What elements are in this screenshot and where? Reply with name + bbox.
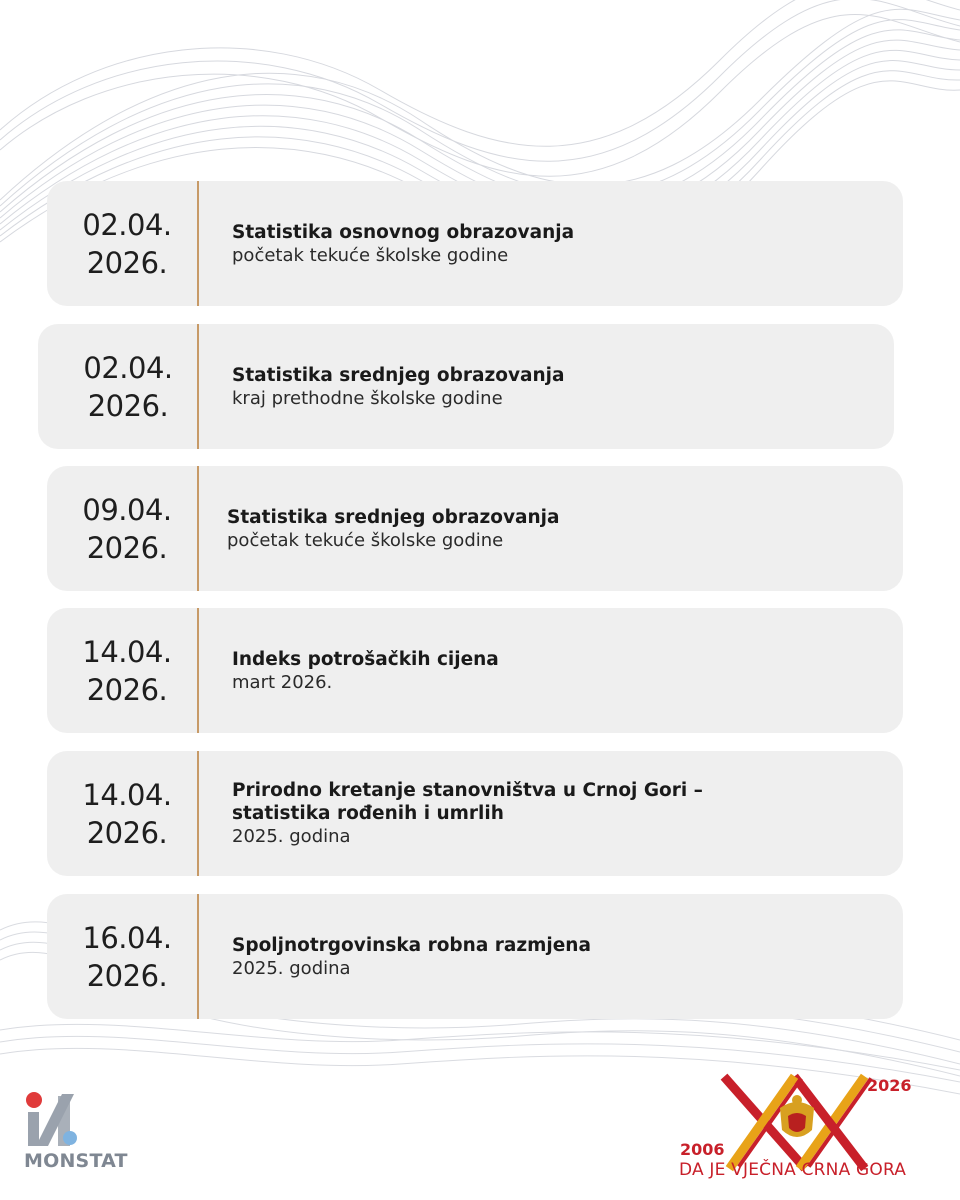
entry-divider xyxy=(197,751,199,876)
monstat-brand-text: MONSTAT xyxy=(24,1150,128,1172)
entry-date xyxy=(52,751,202,876)
entry-title: Prirodno kretanje stanovništva u Crnoj Gori – statistika rođenih i umrlih xyxy=(232,780,703,824)
entry-date-year: 2026. xyxy=(86,245,168,280)
entry-date-day: 14.04. xyxy=(82,777,172,812)
entry-subtitle: 2025. godina xyxy=(232,957,351,979)
calendar-entry xyxy=(47,608,903,733)
entry-date xyxy=(52,608,202,733)
entry-date-year: 2026. xyxy=(86,672,168,707)
entry-divider xyxy=(197,181,199,306)
entry-date xyxy=(52,894,202,1019)
entry-date xyxy=(52,181,202,306)
entry-subtitle: početak tekuće školske godine xyxy=(232,244,509,266)
entry-subtitle: mart 2026. xyxy=(232,671,333,693)
entry-info xyxy=(232,751,893,876)
entry-date-year: 2026. xyxy=(87,388,169,423)
entry-info xyxy=(232,324,884,449)
entry-date xyxy=(53,324,203,449)
entry-date-year: 2026. xyxy=(86,815,168,850)
entry-subtitle: početak tekuće školske godine xyxy=(227,529,504,551)
entry-title: Statistika osnovnog obrazovanja xyxy=(232,221,575,243)
entry-divider xyxy=(197,324,199,449)
entry-date-day: 16.04. xyxy=(82,920,172,955)
entry-title: Statistika srednjeg obrazovanja xyxy=(232,364,565,386)
entry-date-day: 02.04. xyxy=(83,350,173,385)
entry-title: Statistika srednjeg obrazovanja xyxy=(227,506,560,528)
entry-title: Indeks potrošačkih cijena xyxy=(232,648,499,670)
entry-subtitle: kraj prethodne školske godine xyxy=(232,387,503,409)
entry-date-year: 2026. xyxy=(86,958,168,993)
calendar-entry xyxy=(47,466,903,591)
entry-info xyxy=(232,181,893,306)
entry-info xyxy=(232,894,893,1019)
entry-divider xyxy=(197,608,199,733)
entry-divider xyxy=(197,894,199,1019)
anniversary-year-end: 2026 xyxy=(867,1076,912,1095)
entry-subtitle: 2025. godina xyxy=(232,826,351,847)
entry-date-day: 02.04. xyxy=(82,207,172,242)
entry-info xyxy=(227,466,893,591)
calendar-entry xyxy=(38,324,894,449)
entry-date xyxy=(52,466,202,591)
calendar-entry xyxy=(47,181,903,306)
entry-divider xyxy=(197,466,199,591)
entry-info xyxy=(232,608,893,733)
entry-date-day: 09.04. xyxy=(82,492,172,527)
anniversary-year-start: 2006 xyxy=(680,1140,725,1159)
entry-date-year: 2026. xyxy=(86,530,168,565)
entry-date-day: 14.04. xyxy=(82,634,172,669)
calendar-entry xyxy=(47,751,903,876)
anniversary-motto: DA JE VJEČNA CRNA GORA xyxy=(679,1160,907,1180)
entry-title: Spoljnotrgovinska robna razmjena xyxy=(232,934,591,956)
calendar-entry xyxy=(47,894,903,1019)
